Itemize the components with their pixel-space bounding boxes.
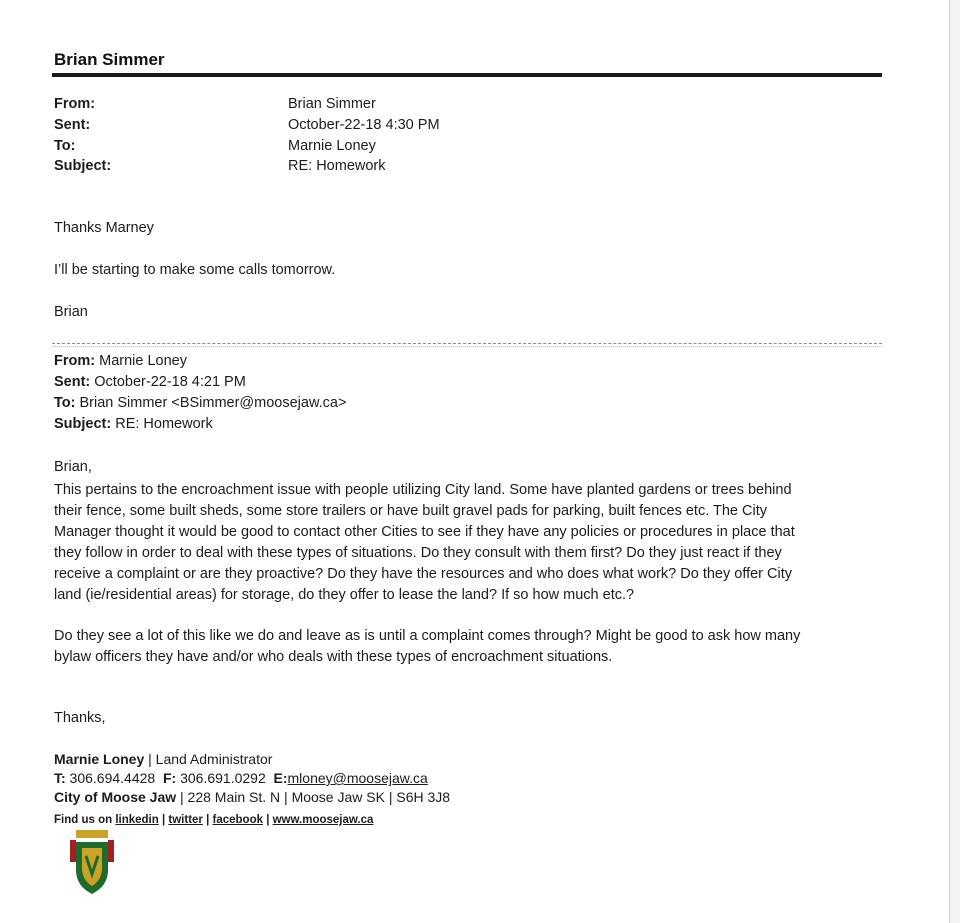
reply-greeting: Thanks Marney [54,220,154,236]
header-from-label: From: [54,96,96,112]
signature-email-label: E: [273,770,288,786]
reply-line: I’ll be starting to make some calls tomorrow. [54,262,336,278]
reply-signoff: Brian [54,304,88,320]
social-links [54,814,373,826]
email-sender-title: Brian Simmer [54,50,165,69]
signature-title-separator: | [144,751,156,767]
facebook-link[interactable]: facebook [212,814,263,826]
twitter-link[interactable]: twitter [168,814,203,826]
forwarded-subject [54,416,213,432]
message-divider-secondary [52,346,882,347]
header-to-label: To: [54,138,76,154]
forwarded-subject-label: Subject: [54,416,112,432]
forwarded-sent-label: Sent: [54,374,91,390]
paragraph-line: Do they see a lot of this like we do and leave as is until a complaint comes through? Might be good to ask how many [54,628,801,644]
paragraph-line: Manager thought it would be good to contact other Cities to see if they have any policies or procedures in place that [54,524,795,540]
social-separator: | [263,814,273,826]
crest-left-supporter [70,840,76,862]
signature-name: Marnie Loney [54,751,145,767]
signature-fax-label: F: [162,770,177,786]
header-from-value: Brian Simmer [288,96,376,112]
crest-right-supporter [108,840,114,862]
message-paragraph-1 [54,480,874,606]
message-divider [52,343,882,344]
forwarded-from [54,353,187,369]
header-sent-value: October-22-18 4:30 PM [288,117,440,133]
paragraph-line: they follow in order to deal with these types of situations. Do they consult with them first? Do they just react if they [54,545,782,561]
signature-email-link[interactable]: mloney@moosejaw.ca [287,770,428,786]
message-closing: Thanks, [54,710,106,726]
header-sent-label: Sent: [54,117,91,133]
page-edge-shadow [950,0,960,923]
forwarded-from-value: Marnie Loney [99,353,187,369]
forwarded-from-label: From: [54,353,96,369]
signature-fax: 306.691.0292 [176,770,266,786]
linkedin-link[interactable]: linkedin [115,814,159,826]
forwarded-sent [54,374,246,390]
signature-phone: 306.694.4428 [65,770,156,786]
signature-address: | 228 Main St. N | Moose Jaw SK | S6H 3J8 [176,789,451,805]
message-paragraph-2 [54,626,874,668]
website-link[interactable]: www.moosejaw.ca [272,814,374,826]
paragraph-line: bylaw officers they have and/or who deals with these types of encroachment situations. [54,649,613,665]
city-crest-icon [70,830,114,896]
social-prefix: Find us on [54,814,116,826]
forwarded-to [54,395,346,411]
signature-phone-label: T: [54,770,66,786]
signature-contact-line [54,770,428,786]
paragraph-line: receive a complaint or are they proactive? Do they have the resources and who does what work? Do they offer City [54,566,793,582]
signature-title: Land Administrator [155,751,273,767]
signature-address-line [54,789,450,805]
paragraph-line: their fence, some built sheds, some store trailers or have built gravel pads for parking, built fences etc. The City [54,503,767,519]
message-salutation: Brian, [54,459,92,475]
crest-crown [76,830,108,838]
social-separator: | [202,814,213,826]
header-to-value: Marnie Loney [288,138,376,154]
title-rule [52,73,882,77]
forwarded-to-label: To: [54,395,76,411]
signature-org: City of Moose Jaw [54,789,177,805]
header-subject-label: Subject: [54,158,112,174]
paragraph-line: This pertains to the encroachment issue with people utilizing City land. Some have planted gardens or trees behind [54,482,792,498]
social-separator: | [158,814,169,826]
page-edge-line [949,0,950,923]
forwarded-subject-value: RE: Homework [115,416,213,432]
paragraph-line: land (ie/residential areas) for storage, do they offer to lease the land? If so how much etc.? [54,587,635,603]
header-subject-value: RE: Homework [288,158,386,174]
forwarded-sent-value: October-22-18 4:21 PM [94,374,246,390]
forwarded-to-value: Brian Simmer <BSimmer@moosejaw.ca> [79,395,347,411]
signature-name-line [54,751,272,767]
